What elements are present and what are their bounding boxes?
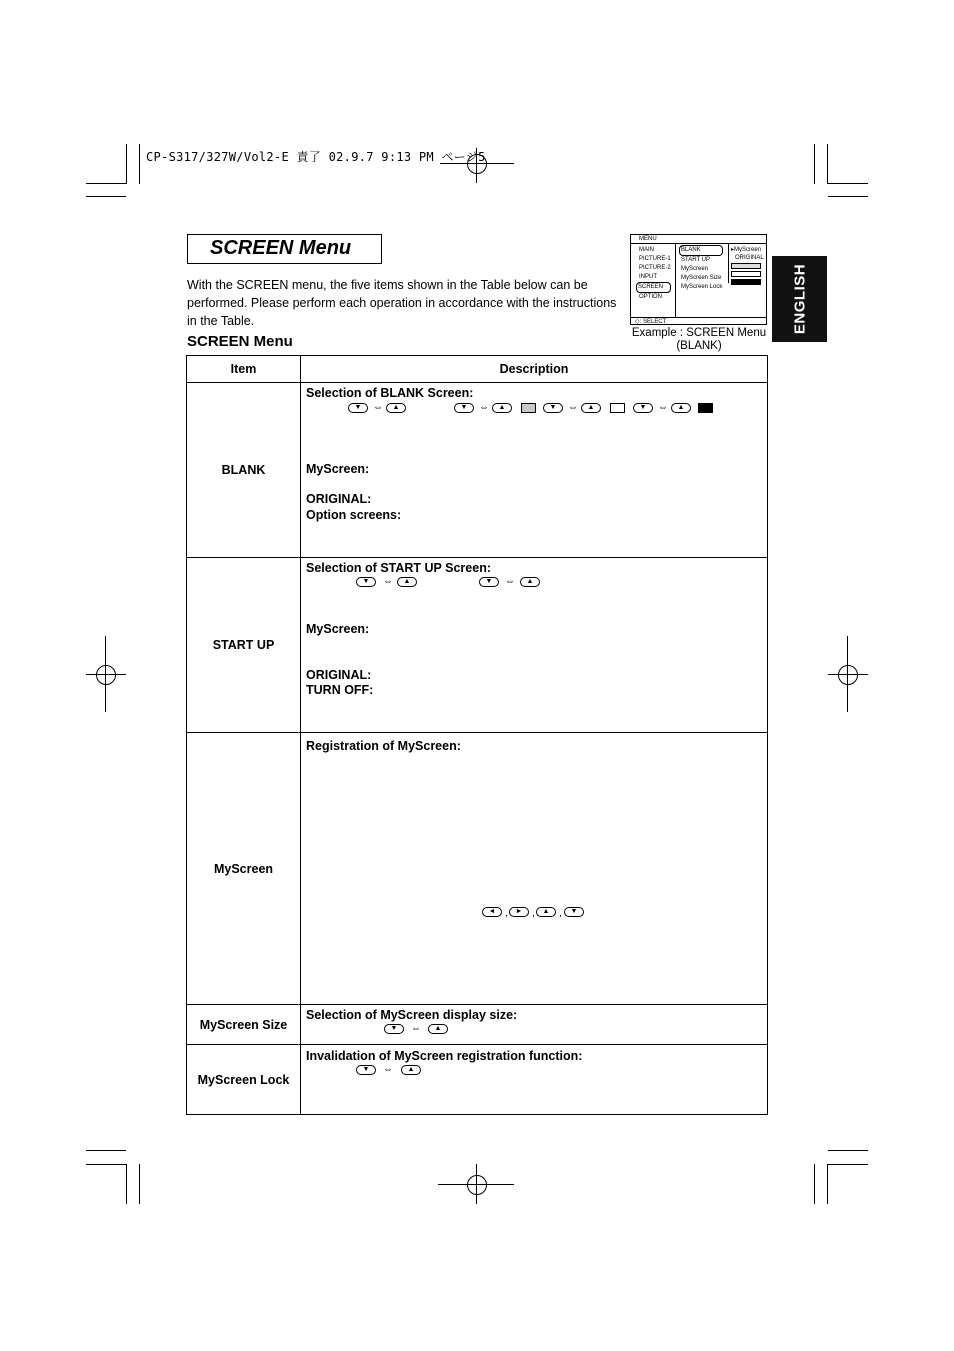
table-row-blank bbox=[187, 383, 768, 558]
screen-menu-table bbox=[186, 355, 768, 1115]
menu-example bbox=[630, 234, 767, 325]
up-button-icon: ▲ bbox=[397, 577, 417, 587]
desc-myscreen-lock: Invalidation of MyScreen registration function: ▼ ⇔ ▲ bbox=[301, 1045, 768, 1115]
intro-text: With the SCREEN menu, the five items shown in the Table below can be performed. Please perform each operation in accordance with the instructions in the Table. bbox=[187, 278, 617, 328]
up-button-icon: ▲ bbox=[671, 403, 691, 413]
table-row-myscreen-lock bbox=[187, 1045, 768, 1115]
swap-arrow-icon: ⇔ bbox=[411, 1023, 421, 1034]
desc-myscreen-size: Selection of MyScreen display size: ▼ ⇔ ▲ bbox=[301, 1005, 768, 1045]
desc-blank: Selection of BLANK Screen: ▼ ⇔ ▲ ▼ ⇔ ▲ ▼ ⇔ ▲ ▼ ⇔ ▲ MyScreen: ORIGINAL: Option screens: bbox=[301, 383, 768, 558]
down-button-icon: ▼ bbox=[356, 577, 376, 587]
swap-arrow-icon: ⇔ bbox=[373, 402, 383, 413]
item-startup: START UP bbox=[187, 558, 301, 733]
language-tab: ENGLISH bbox=[772, 256, 827, 342]
section-heading: SCREEN Menu bbox=[187, 333, 293, 350]
item-myscreen: MyScreen bbox=[187, 733, 301, 1005]
header-description: Description bbox=[301, 356, 768, 383]
desc-startup: Selection of START UP Screen: ▼ ⇔ ▲ ▼ ⇔ ▲ MyScreen: ORIGINAL: TURN OFF: bbox=[301, 558, 768, 733]
page-title-box bbox=[187, 234, 382, 264]
up-button-icon: ▲ bbox=[401, 1065, 421, 1075]
swap-arrow-icon: ⇔ bbox=[568, 402, 578, 413]
menu-footer: ◇: SELECT bbox=[635, 319, 667, 325]
up-button-icon: ▲ bbox=[520, 577, 540, 587]
table-row-startup bbox=[187, 558, 768, 733]
down-button-icon: ▼ bbox=[564, 907, 584, 917]
gray-swatch-icon bbox=[521, 403, 536, 413]
down-button-icon: ▼ bbox=[356, 1065, 376, 1075]
item-myscreen-lock: MyScreen Lock bbox=[187, 1045, 301, 1115]
swap-arrow-icon: ⇔ bbox=[383, 576, 393, 587]
item-blank: BLANK bbox=[187, 383, 301, 558]
table-row-myscreen bbox=[187, 733, 768, 1005]
down-button-icon: ▼ bbox=[543, 403, 563, 413]
item-myscreen-size: MyScreen Size bbox=[187, 1005, 301, 1045]
menu-right-list: ▸MyScreen ORIGINAL bbox=[731, 246, 764, 285]
table-row-myscreen-size bbox=[187, 1005, 768, 1045]
white-swatch-icon bbox=[610, 403, 625, 413]
right-button-icon: ► bbox=[509, 907, 529, 917]
down-button-icon: ▼ bbox=[454, 403, 474, 413]
desc-myscreen: Registration of MyScreen: ◄ , ► , ▲ , ▼ bbox=[301, 733, 768, 1005]
up-button-icon: ▲ bbox=[492, 403, 512, 413]
down-button-icon: ▼ bbox=[348, 403, 368, 413]
up-button-icon: ▲ bbox=[581, 403, 601, 413]
swap-arrow-icon: ⇔ bbox=[383, 1064, 393, 1075]
up-button-icon: ▲ bbox=[386, 403, 406, 413]
table-header-row bbox=[187, 356, 768, 383]
left-button-icon: ◄ bbox=[482, 907, 502, 917]
print-slug: CP-S317/327W/Vol2-E 責了 02.9.7 9:13 PM ページ5 bbox=[146, 150, 486, 164]
page-title: SCREEN Menu bbox=[210, 237, 352, 259]
swap-arrow-icon: ⇔ bbox=[505, 576, 515, 587]
black-swatch-icon bbox=[698, 403, 713, 413]
menu-label: MENU bbox=[639, 236, 657, 242]
up-button-icon: ▲ bbox=[536, 907, 556, 917]
swap-arrow-icon: ⇔ bbox=[479, 402, 489, 413]
up-button-icon: ▲ bbox=[428, 1024, 448, 1034]
menu-left-list: MAIN PICTURE-1 PICTURE-2 INPUT SCREEN OPTION bbox=[638, 247, 671, 300]
down-button-icon: ▼ bbox=[633, 403, 653, 413]
header-item: Item bbox=[187, 356, 301, 383]
down-button-icon: ▼ bbox=[384, 1024, 404, 1034]
swap-arrow-icon: ⇔ bbox=[658, 402, 668, 413]
menu-middle-list: BLANK START UP MyScreen MyScreen Size MyScreen Lock bbox=[681, 247, 723, 290]
menu-caption: Example : SCREEN Menu (BLANK) bbox=[631, 327, 767, 352]
down-button-icon: ▼ bbox=[479, 577, 499, 587]
